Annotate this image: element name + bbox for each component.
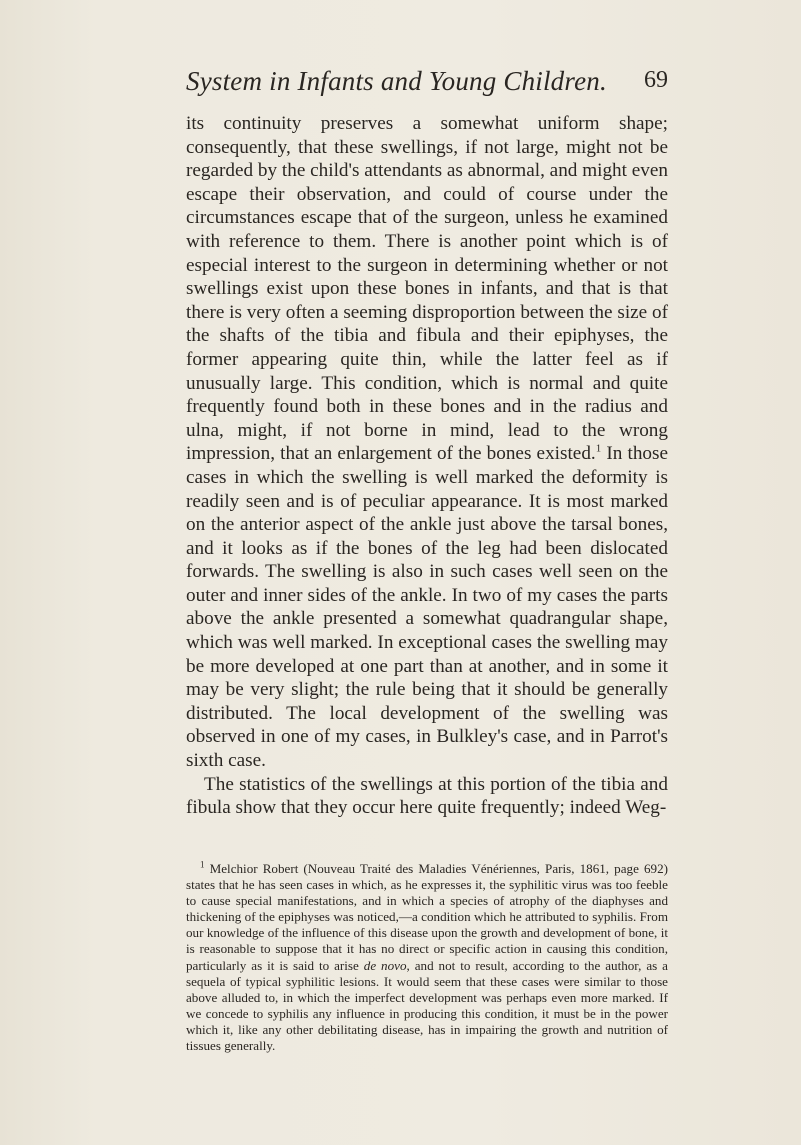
paragraph-2: The statistics of the swellings at this portion of the tibia and fibula show that they occur here quite frequently; indeed Weg- <box>186 773 668 819</box>
page-number: 69 <box>644 67 668 93</box>
footnote-text-a: Melchior Robert (Nouveau Traité des Maladies Vénériennes, Paris, 1861, page 692) states that he has seen cases in which, as he expresses it, the syphilitic virus was too feeble to cause special manifestations, and in which a species of atrophy of the diaphyses and thickening of the epiphyses was noticed,—a condition which he attributed to syphilis. From our knowledge of the influence of this disease upon the growth and development of bone, it is reasonable to suppose that it has no direct or specific action in causing this condition, particularly as it is said to arise <box>186 861 668 973</box>
paragraph-1-text-a: its continuity preserves a somewhat uniform shape; consequently, that these swellings, if not large, might not be regarded by the child's attendants as abnormal, and might even escape their observation, and could of course under the circumstances escape that of the surgeon, unless he examined with reference to them. There is another point which is of especial interest to the surgeon in determining whether or not swellings exist upon these bones in infants, and that is that there is very often a seeming disproportion between the size of the shafts of the tibia and fibula and their epiphyses, the former appearing quite thin, while the latter feel as if unusually large. This condition, which is normal and quite frequently found both in these bones and in the radius and ulna, might, if not borne in mind, lead to the wrong impression, that an enlargement of the bones existed. <box>186 113 668 465</box>
body-text <box>186 112 668 820</box>
page-header <box>186 66 668 100</box>
running-title: System in Infants and Young Children. <box>186 66 607 96</box>
footnote-text-b: , and not to result, according to the author, as a sequela of typical syphilitic lesions. It would seem that these cases were similar to those above alluded to, in which the imperfect development was perhaps even more marked. If we concede to syphilis any influence in producing this condition, it must be in the power which it, like any other debilitating disease, has in impairing the growth and nutrition of tissues generally. <box>186 957 668 1054</box>
paragraph-1-text-b: In those cases in which the swelling is well marked the deformity is readily seen and is of peculiar appearance. It is most marked on the anterior aspect of the ankle just above the tarsal bones, and it looks as if the bones of the leg had been dislocated forwards. The swelling is also in such cases well seen on the outer and inner sides of the ankle. In two of my cases the parts above the ankle presented a somewhat quadrangular shape, which was well marked. In exceptional cases the swelling may be more developed at one part than at another, and in some it may be very slight; the rule being that it should be generally distributed. The local development of the swelling was observed in one of my cases, in Bulkley's case, and in Parrot's sixth case. <box>186 443 668 772</box>
footnote-text <box>186 861 668 1054</box>
footnote <box>186 861 668 1054</box>
paragraph-1 <box>186 112 668 773</box>
footnote-italic: de novo <box>363 957 407 973</box>
footnote-mark: 1 <box>200 859 205 870</box>
footnote-reference: 1 <box>595 442 602 455</box>
